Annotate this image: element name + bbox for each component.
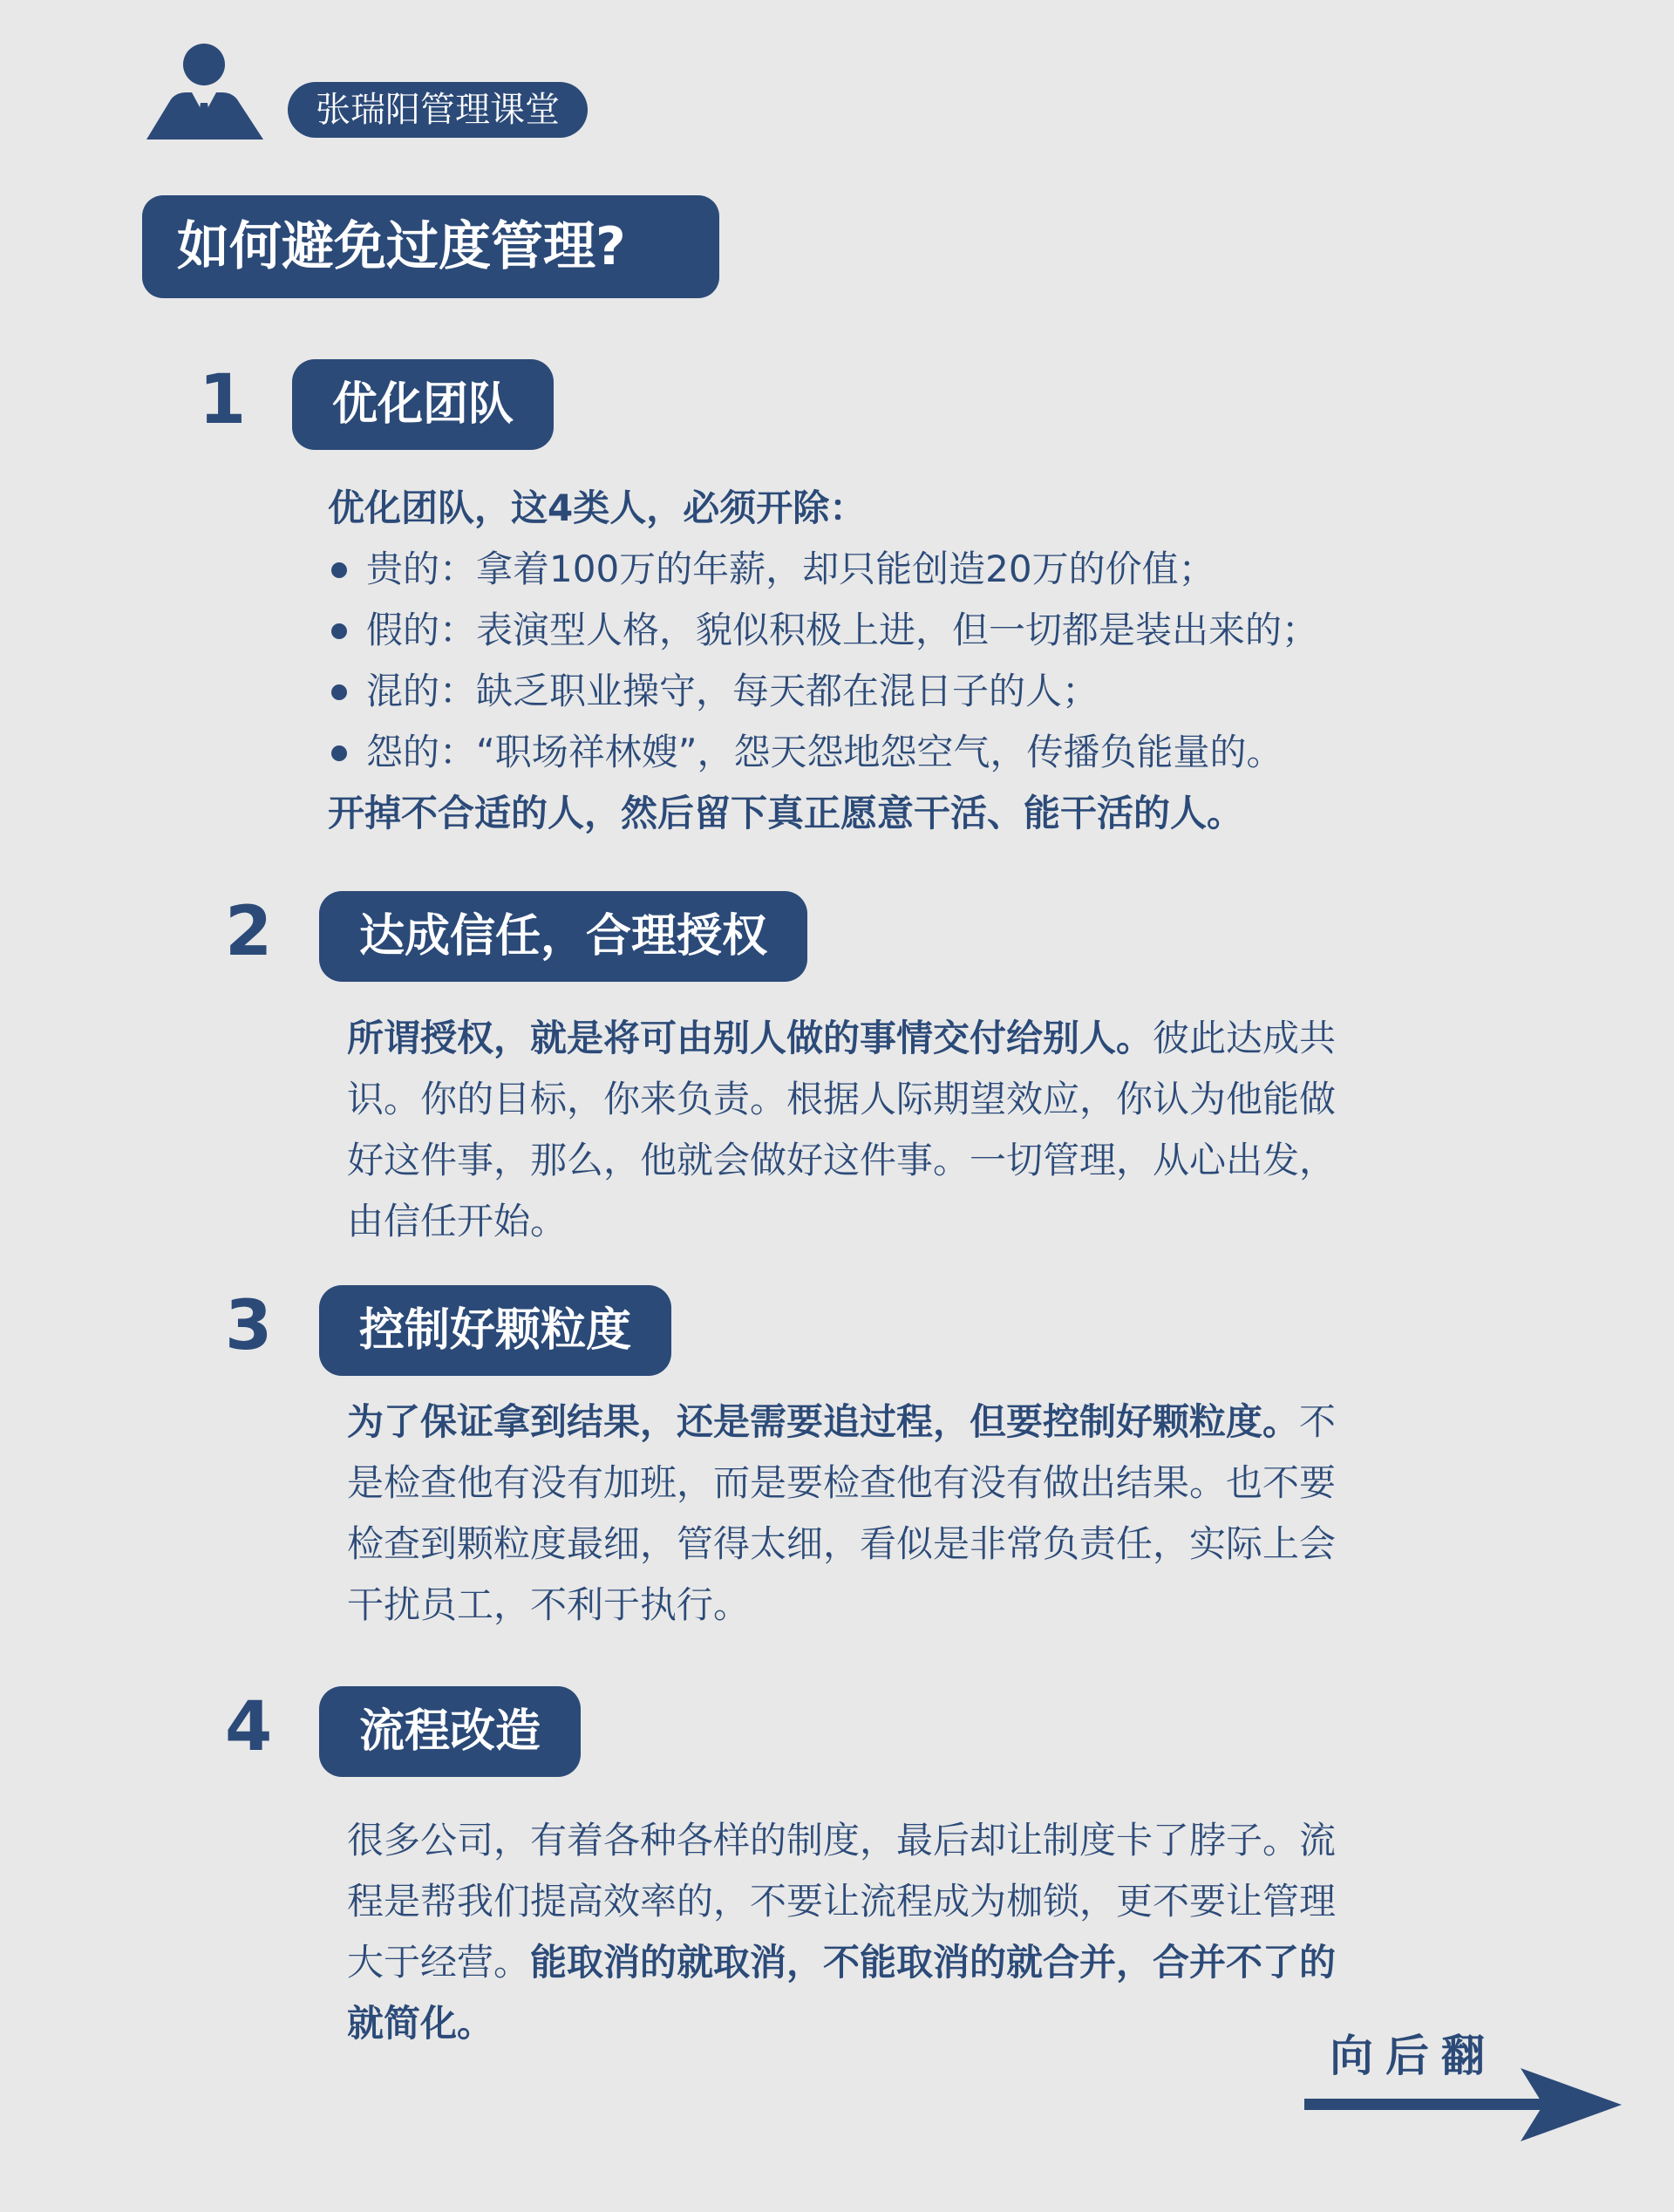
section-2-body: [347, 1008, 1498, 1252]
bullet-dot: [331, 745, 347, 761]
list-item: 假的：表演型人格，貌似积极上进，但一切都是装出来的；: [328, 600, 1496, 661]
brand-label: 张瑞阳管理课堂: [288, 82, 588, 138]
section-3-heading: 控制好颗粒度: [319, 1285, 671, 1376]
page-title: 如何避免过度管理?: [142, 195, 719, 298]
text-line: 好这件事，那么，他就会做好这件事。一切管理，从心出发，: [347, 1139, 1337, 1181]
text-line: 很多公司，有着各种各样的制度，最后却让制度卡了脖子。流: [347, 1819, 1337, 1861]
text-line: 大于经营。能取消的就取消，不能取消的就合并，合并不了的: [347, 1941, 1337, 1984]
text-line: 为了保证拿到结果，还是需要追过程，但要控制好颗粒度。不: [347, 1400, 1337, 1443]
text-line: 识。你的目标，你来负责。根据人际期望效应，你认为他能做: [347, 1078, 1337, 1120]
section-1-heading: 优化团队: [292, 359, 554, 450]
section-2-heading: 达成信任，合理授权: [319, 891, 807, 982]
section-3-number: 3: [225, 1287, 273, 1365]
bullet-dot: [331, 623, 347, 639]
section-1-number: 1: [199, 361, 247, 439]
section-4-heading: 流程改造: [319, 1686, 581, 1777]
text-line: 是检查他有没有加班，而是要检查他有没有做出结果。也不要: [347, 1461, 1337, 1504]
bullet-dot: [331, 562, 347, 578]
section-4-body: [347, 1810, 1498, 2054]
section-4-number: 4: [225, 1688, 273, 1766]
text-line: 检查到颗粒度最细，管得太细，看似是非常负责任，实际上会: [347, 1522, 1337, 1565]
bullet-dot: [331, 684, 347, 700]
text-line: 所谓授权，就是将可由别人做的事情交付给别人。彼此达成共: [347, 1017, 1337, 1059]
section-1-conclusion: 开掉不合适的人，然后留下真正愿意干活、能干活的人。: [328, 792, 1244, 834]
next-page-label[interactable]: 向后翻: [1330, 2031, 1497, 2081]
section-2-number: 2: [225, 893, 273, 971]
person-icon: [146, 42, 264, 142]
text-line: 就简化。: [347, 2002, 494, 2045]
text-line: 程是帮我们提高效率的，不要让流程成为枷锁，更不要让管理: [347, 1880, 1337, 1923]
section-1-body: [328, 478, 1496, 844]
list-item: 混的：缺乏职业操守，每天都在混日子的人；: [328, 661, 1496, 722]
text-line: 由信任开始。: [347, 1200, 568, 1242]
section-3-body: [347, 1392, 1498, 1636]
right-arrow-icon[interactable]: [1304, 2065, 1627, 2143]
list-item: 贵的：拿着100万的年薪，却只能创造20万的价值；: [328, 539, 1496, 600]
text-line: 干扰员工，不利于执行。: [347, 1583, 751, 1626]
section-1-lead: 优化团队，这4类人，必须开除：: [328, 487, 867, 529]
list-item: 怨的：“职场祥林嫂”，怨天怨地怨空气，传播负能量的。: [328, 722, 1496, 783]
